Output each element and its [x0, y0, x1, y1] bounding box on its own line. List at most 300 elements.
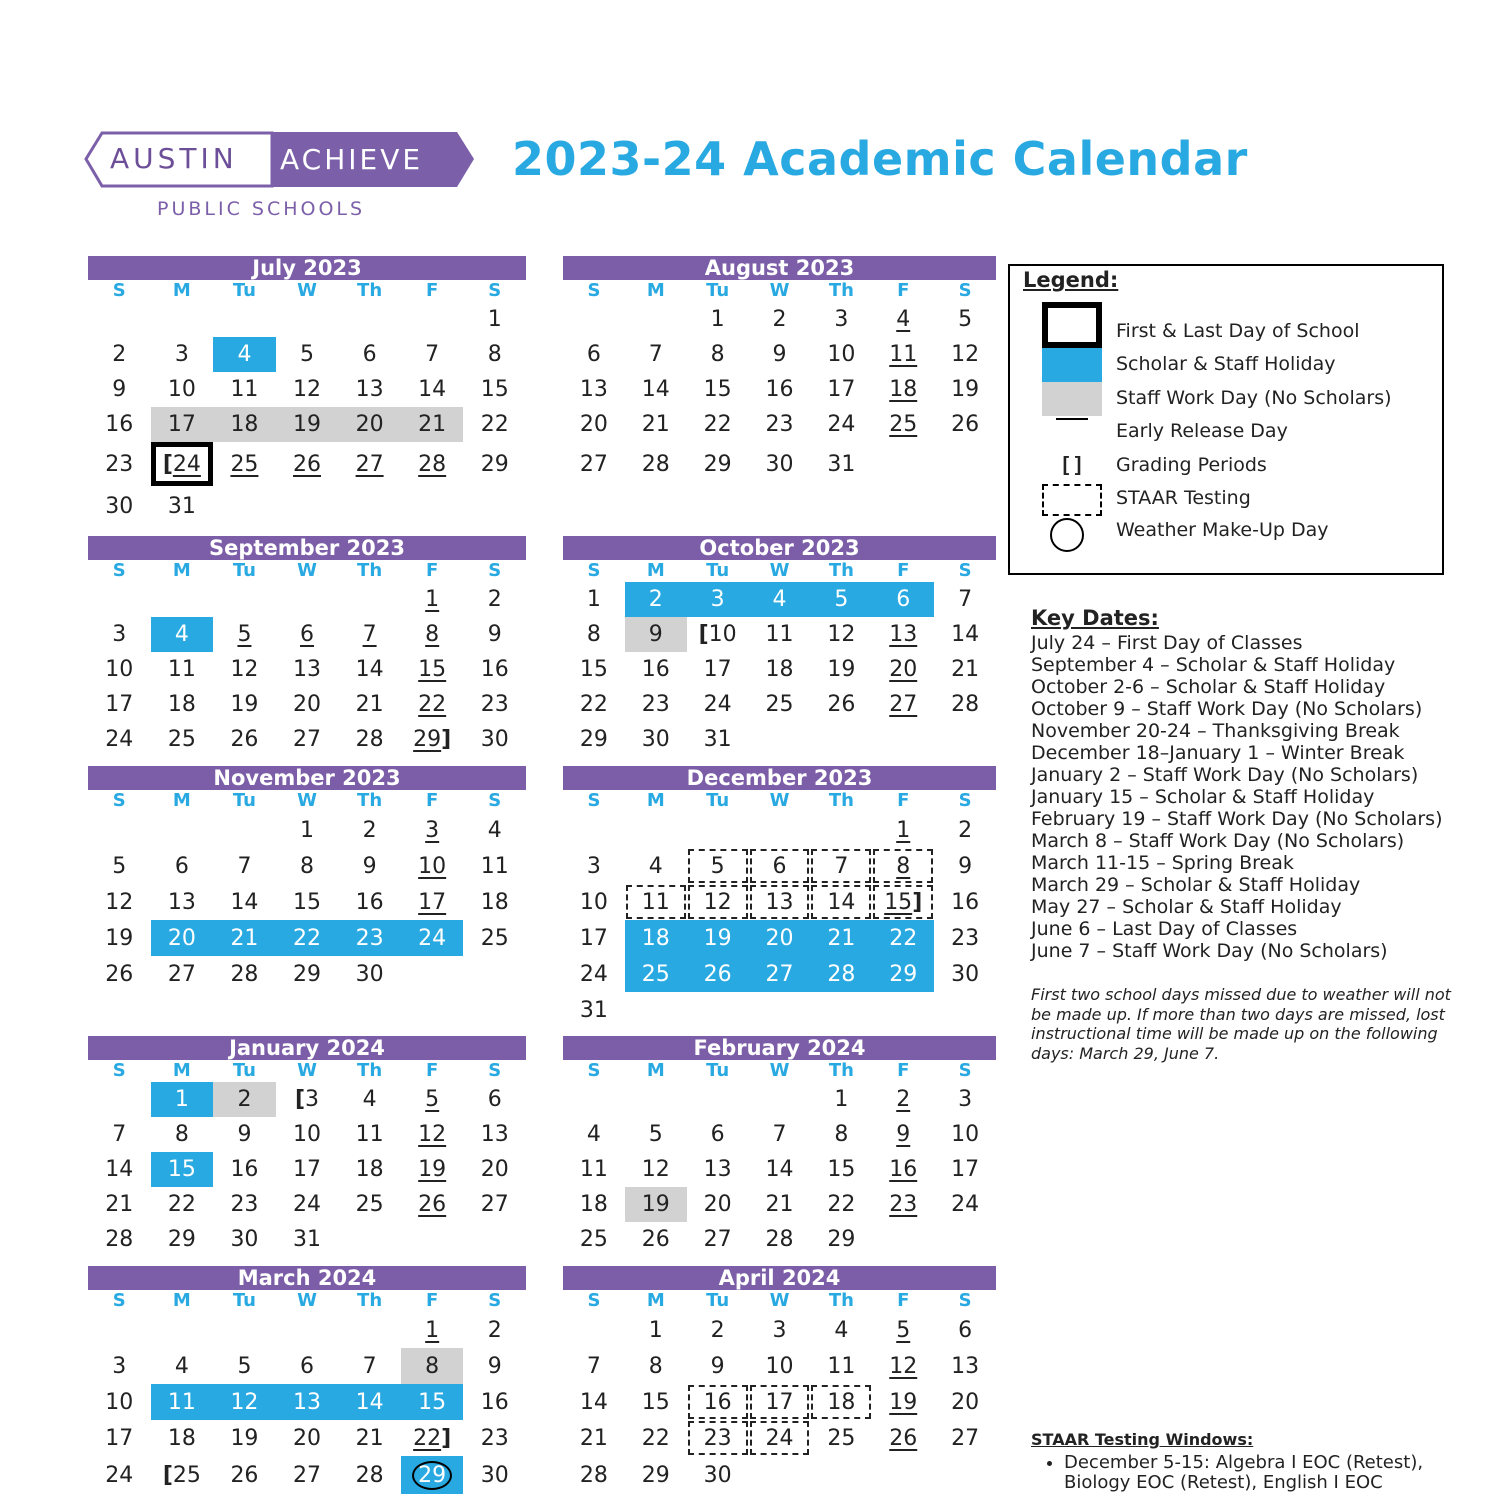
empty-day: [810, 1456, 872, 1494]
weekday-label: S: [587, 1060, 601, 1081]
week-row: [563, 407, 996, 442]
empty-day: [872, 992, 934, 1028]
day-number: 2: [958, 817, 973, 843]
day-cell: [687, 652, 749, 687]
day-number: 30: [703, 1462, 732, 1488]
day-number: 4: [174, 1353, 189, 1379]
day-number: 13: [167, 889, 196, 915]
weekday-label: Tu: [232, 790, 256, 811]
day-number: 12: [230, 657, 259, 682]
day-number: 18: [579, 1192, 608, 1217]
day-cell: [463, 372, 526, 407]
day-number: 9: [237, 1122, 252, 1147]
week-row: [88, 652, 526, 687]
day-number: 5: [112, 853, 127, 879]
empty-day: [872, 442, 934, 486]
day-number: 30: [480, 727, 509, 752]
day-cell: [872, 1384, 934, 1420]
day-number: 29: [413, 727, 442, 752]
day-number: 21: [355, 1425, 384, 1451]
empty-day: [749, 812, 811, 848]
day-cell: [687, 1312, 749, 1348]
day-cell: [810, 848, 872, 884]
day-number: 4: [487, 817, 502, 843]
day-cell: [810, 1348, 872, 1384]
day-cell: [338, 812, 401, 848]
day-cell: [934, 920, 996, 956]
day-number: 21: [641, 412, 670, 437]
day-cell: [687, 582, 749, 617]
day-number: 29: [412, 1461, 452, 1490]
legend-label: Weather Make-Up Day: [1116, 519, 1329, 541]
empty-day: [810, 812, 872, 848]
day-cell: [810, 884, 872, 920]
day-number: 1: [586, 587, 601, 612]
day-cell: [749, 1312, 811, 1348]
weekday-label: W: [297, 790, 317, 811]
key-date-item: June 7 – Staff Work Day (No Scholars): [1031, 940, 1388, 962]
day-cell: [872, 1082, 934, 1117]
day-cell: [401, 1117, 464, 1152]
day-number: 8: [648, 1353, 663, 1379]
day-number: 16: [480, 657, 509, 682]
day-number: 7: [362, 1353, 377, 1379]
key-date-item: December 18–January 1 – Winter Break: [1031, 742, 1405, 764]
day-cell: [563, 617, 625, 652]
day-number: 3: [174, 342, 189, 367]
day-cell: [810, 372, 872, 407]
week-row: [563, 722, 996, 757]
day-number: 7: [112, 1122, 127, 1147]
day-number: 1: [487, 307, 502, 332]
empty-day: [810, 992, 872, 1028]
day-number: 19: [230, 692, 259, 717]
weekday-header: [563, 560, 996, 582]
staar-windows-list: [1031, 1453, 1461, 1493]
day-cell: [401, 617, 464, 652]
weekday-label: F: [897, 1290, 910, 1311]
key-date-item: March 11-15 – Spring Break: [1031, 852, 1294, 874]
day-cell: [872, 617, 934, 652]
day-number: 6: [487, 1087, 502, 1112]
day-cell: [463, 1117, 526, 1152]
day-number: 30: [480, 1462, 509, 1488]
week-row: [88, 442, 526, 486]
empty-day: [276, 582, 339, 617]
weekday-label: M: [646, 560, 665, 581]
weekday-label: S: [112, 790, 126, 811]
day-number: 3: [772, 1317, 787, 1343]
week-row: [563, 1420, 996, 1456]
day-number: 17: [105, 692, 134, 717]
day-cell: [749, 1420, 811, 1456]
day-cell: [810, 1187, 872, 1222]
day-cell: [401, 372, 464, 407]
day-number: 27: [703, 1227, 732, 1252]
day-cell: [625, 407, 687, 442]
weekday-label: F: [426, 1060, 439, 1081]
day-number: 28: [355, 727, 384, 752]
day-number: 22: [703, 412, 732, 437]
day-number: 20: [703, 1192, 732, 1217]
day-cell: [934, 1152, 996, 1187]
weekday-label: W: [297, 280, 317, 301]
empty-day: [934, 442, 996, 486]
day-cell: [88, 442, 151, 486]
key-date-item: January 2 – Staff Work Day (No Scholars): [1031, 764, 1419, 786]
day-number: 18: [765, 657, 794, 682]
day-cell: [213, 956, 276, 992]
empty-day: [872, 722, 934, 757]
day-cell: [687, 1187, 749, 1222]
day-cell: [563, 337, 625, 372]
day-number: 23: [641, 692, 670, 717]
day-number: 22: [480, 412, 509, 437]
day-cell: [934, 1082, 996, 1117]
grading-bracket-open: [: [162, 451, 173, 477]
day-number: 4: [237, 342, 252, 367]
day-number: 5: [648, 1122, 663, 1147]
day-number: 19: [293, 412, 322, 437]
empty-day: [276, 1312, 339, 1348]
day-cell: [213, 722, 276, 757]
day-cell: [88, 372, 151, 407]
day-cell: [749, 1152, 811, 1187]
day-number: 26: [105, 961, 134, 987]
empty-day: [276, 302, 339, 337]
day-number: 2: [362, 817, 377, 843]
first-last-swatch: [1042, 302, 1102, 348]
day-number: 11: [889, 342, 918, 367]
day-cell: [563, 1117, 625, 1152]
day-number: 1: [425, 587, 440, 612]
day-cell: [625, 442, 687, 486]
day-cell: [934, 1348, 996, 1384]
day-number: 26: [230, 727, 259, 752]
month-november-2023: [88, 766, 526, 992]
week-row: [88, 812, 526, 848]
week-row: [88, 687, 526, 722]
day-number: 22: [889, 925, 918, 951]
day-cell: [276, 956, 339, 992]
week-row: [563, 1384, 996, 1420]
week-row: [563, 652, 996, 687]
day-cell: [213, 848, 276, 884]
day-number: 1: [834, 1087, 849, 1112]
day-number: 5: [237, 1353, 252, 1379]
day-number: 17: [703, 657, 732, 682]
day-cell: [810, 1152, 872, 1187]
day-number: 2: [648, 587, 663, 612]
day-number: 8: [300, 853, 315, 879]
weekday-label: F: [426, 1290, 439, 1311]
day-number: 6: [772, 853, 787, 879]
day-number: 4: [174, 622, 189, 647]
day-cell: [463, 687, 526, 722]
day-cell: [151, 722, 214, 757]
day-number: 26: [230, 1462, 259, 1488]
day-number: 10: [827, 342, 856, 367]
day-number: 12: [889, 1353, 918, 1379]
day-cell: [687, 337, 749, 372]
day-number: 25: [765, 692, 794, 717]
day-number: 20: [293, 692, 322, 717]
empty-day: [563, 302, 625, 337]
weekday-label: S: [958, 1060, 972, 1081]
day-number: 13: [703, 1157, 732, 1182]
day-cell: [463, 848, 526, 884]
day-number: 14: [230, 889, 259, 915]
day-cell: [810, 652, 872, 687]
empty-day: [563, 812, 625, 848]
staar-windows-title: STAAR Testing Windows:: [1031, 1430, 1254, 1449]
day-number: 24: [951, 1192, 980, 1217]
day-cell: [338, 337, 401, 372]
day-number: 22: [167, 1192, 196, 1217]
day-number: 16: [480, 1389, 509, 1415]
day-cell: [749, 302, 811, 337]
legend-item-holiday: [1010, 348, 1444, 382]
day-number: 15: [418, 1389, 447, 1415]
day-cell: [338, 407, 401, 442]
staar-window-item: • December 5-15: Algebra I EOC (Retest), Biology EOC (Retest), English I EOC: [1064, 1453, 1461, 1493]
day-number: 25: [579, 1227, 608, 1252]
weekday-label: S: [958, 560, 972, 581]
empty-day: [88, 582, 151, 617]
day-cell: [563, 1384, 625, 1420]
day-number: 15: [579, 657, 608, 682]
day-cell: [401, 812, 464, 848]
day-cell: [463, 652, 526, 687]
day-number: 17: [418, 889, 447, 915]
day-cell: [687, 372, 749, 407]
week-row: [563, 812, 996, 848]
day-cell: [276, 884, 339, 920]
weekday-header: [563, 1290, 996, 1312]
day-cell: [213, 1187, 276, 1222]
day-number: 9: [487, 622, 502, 647]
day-cell: [88, 1384, 151, 1420]
day-cell: [810, 1384, 872, 1420]
day-cell: [934, 302, 996, 337]
day-cell: [401, 1152, 464, 1187]
day-cell: [463, 1348, 526, 1384]
day-cell: [463, 337, 526, 372]
week-row: [88, 486, 526, 526]
day-number: 24: [418, 925, 447, 951]
day-cell: [934, 582, 996, 617]
day-cell: [401, 442, 464, 486]
day-number: 21: [230, 925, 259, 951]
empty-day: [88, 1082, 151, 1117]
day-cell: [276, 848, 339, 884]
day-number: 6: [300, 1353, 315, 1379]
weather-note: First two school days missed due to weather will not be made up. If more than two days are missed, lost instructional time will be made up on the following days: March 29, June 7.: [1031, 985, 1451, 1063]
day-cell: [872, 848, 934, 884]
day-cell: [625, 617, 687, 652]
empty-day: [749, 722, 811, 757]
day-number: 6: [958, 1317, 973, 1343]
day-cell: [276, 337, 339, 372]
day-number: 8: [834, 1122, 849, 1147]
day-number: 2: [772, 307, 787, 332]
day-number: 13: [951, 1353, 980, 1379]
day-cell: [463, 442, 526, 486]
day-number: 23: [703, 1425, 732, 1451]
day-cell: [625, 956, 687, 992]
day-number: 10: [105, 1389, 134, 1415]
empty-day: [338, 1222, 401, 1257]
day-number: 23: [355, 925, 384, 951]
day-number: 24: [105, 1462, 134, 1488]
day-number: 30: [765, 451, 794, 477]
day-number: 6: [586, 342, 601, 367]
weekday-label: Th: [828, 1290, 854, 1311]
day-number: 9: [112, 377, 127, 402]
weekday-label: Tu: [706, 280, 730, 301]
day-number: 20: [579, 412, 608, 437]
day-number: 24: [703, 692, 732, 717]
day-number: 29: [641, 1462, 670, 1488]
empty-day: [625, 302, 687, 337]
day-cell: [338, 884, 401, 920]
day-cell: [276, 407, 339, 442]
day-cell: [338, 1187, 401, 1222]
day-cell: [625, 337, 687, 372]
day-cell: [934, 884, 996, 920]
day-cell: [88, 687, 151, 722]
day-cell: [810, 1117, 872, 1152]
day-cell: [563, 652, 625, 687]
week-row: [563, 1082, 996, 1117]
day-number: 1: [648, 1317, 663, 1343]
grading-bracket-close: ]: [441, 727, 452, 752]
empty-day: [810, 722, 872, 757]
day-cell: [338, 1456, 401, 1494]
empty-day: [213, 302, 276, 337]
day-cell: [749, 884, 811, 920]
day-cell: [463, 884, 526, 920]
day-number: 26: [418, 1192, 447, 1217]
weekday-label: S: [587, 1290, 601, 1311]
empty-day: [872, 1222, 934, 1257]
weekday-label: M: [646, 280, 665, 301]
day-number: 28: [355, 1462, 384, 1488]
logo-achieve-text: ACHIEVE: [280, 143, 424, 176]
day-number: 7: [237, 853, 252, 879]
empty-day: [88, 812, 151, 848]
day-number: 23: [765, 412, 794, 437]
day-cell: [687, 1222, 749, 1257]
day-cell: [810, 407, 872, 442]
weekday-label: M: [172, 790, 191, 811]
day-number: 9: [772, 342, 787, 367]
day-cell: [872, 582, 934, 617]
day-cell: [213, 687, 276, 722]
day-number: 21: [951, 657, 980, 682]
day-number: 22: [641, 1425, 670, 1451]
day-cell: [625, 1312, 687, 1348]
week-row: [563, 617, 996, 652]
weekday-label: W: [769, 1290, 790, 1311]
day-cell: [401, 1312, 464, 1348]
weekday-label: S: [488, 1060, 502, 1081]
weekday-label: W: [769, 1060, 790, 1081]
day-cell: [151, 956, 214, 992]
month-october-2023: [563, 536, 996, 757]
empty-day: [934, 1222, 996, 1257]
key-date-item: July 24 – First Day of Classes: [1031, 632, 1303, 654]
legend-label: STAAR Testing: [1116, 487, 1251, 509]
day-number: 23: [230, 1192, 259, 1217]
day-cell: [749, 442, 811, 486]
day-number: 7: [425, 342, 440, 367]
day-cell: [338, 442, 401, 486]
day-cell: [88, 722, 151, 757]
day-number: 25: [827, 1425, 856, 1451]
day-number: 18: [230, 412, 259, 437]
day-number: 21: [765, 1192, 794, 1217]
day-cell: [625, 1348, 687, 1384]
day-cell: [276, 372, 339, 407]
day-number: 26: [827, 692, 856, 717]
empty-day: [151, 1312, 214, 1348]
weekday-header: [563, 790, 996, 812]
weekday-header: [88, 1060, 526, 1082]
weekday-label: Th: [357, 1060, 383, 1081]
weekday-label: S: [112, 560, 126, 581]
day-number: 30: [951, 961, 980, 987]
day-cell: [213, 652, 276, 687]
week-row: [563, 920, 996, 956]
empty-day: [151, 812, 214, 848]
day-cell: [88, 1117, 151, 1152]
day-number: 1: [300, 817, 315, 843]
day-cell: [749, 652, 811, 687]
day-cell: [213, 337, 276, 372]
weekday-header: [563, 1060, 996, 1082]
day-cell: [625, 1384, 687, 1420]
day-cell: [872, 812, 934, 848]
weekday-label: W: [297, 560, 317, 581]
day-number: 21: [579, 1425, 608, 1451]
day-cell: [401, 884, 464, 920]
day-cell: [463, 1082, 526, 1117]
week-row: [88, 884, 526, 920]
day-number: 21: [827, 925, 856, 951]
day-cell: [276, 1152, 339, 1187]
day-cell: [88, 1420, 151, 1456]
day-number: 24: [293, 1192, 322, 1217]
day-cell: [213, 442, 276, 486]
day-number: 16: [889, 1157, 918, 1182]
weekday-label: M: [172, 1060, 191, 1081]
day-number: 14: [951, 622, 980, 647]
day-cell: [276, 722, 339, 757]
weekday-label: W: [769, 790, 790, 811]
day-cell: [934, 1187, 996, 1222]
day-cell: [872, 1420, 934, 1456]
day-cell: [810, 1082, 872, 1117]
day-cell: [276, 1384, 339, 1420]
weekday-label: Th: [357, 790, 383, 811]
day-number: 20: [355, 412, 384, 437]
day-number: 16: [105, 412, 134, 437]
day-number: 2: [710, 1317, 725, 1343]
key-date-item: June 6 – Last Day of Classes: [1031, 918, 1298, 940]
day-cell: [338, 1117, 401, 1152]
day-cell: [338, 920, 401, 956]
